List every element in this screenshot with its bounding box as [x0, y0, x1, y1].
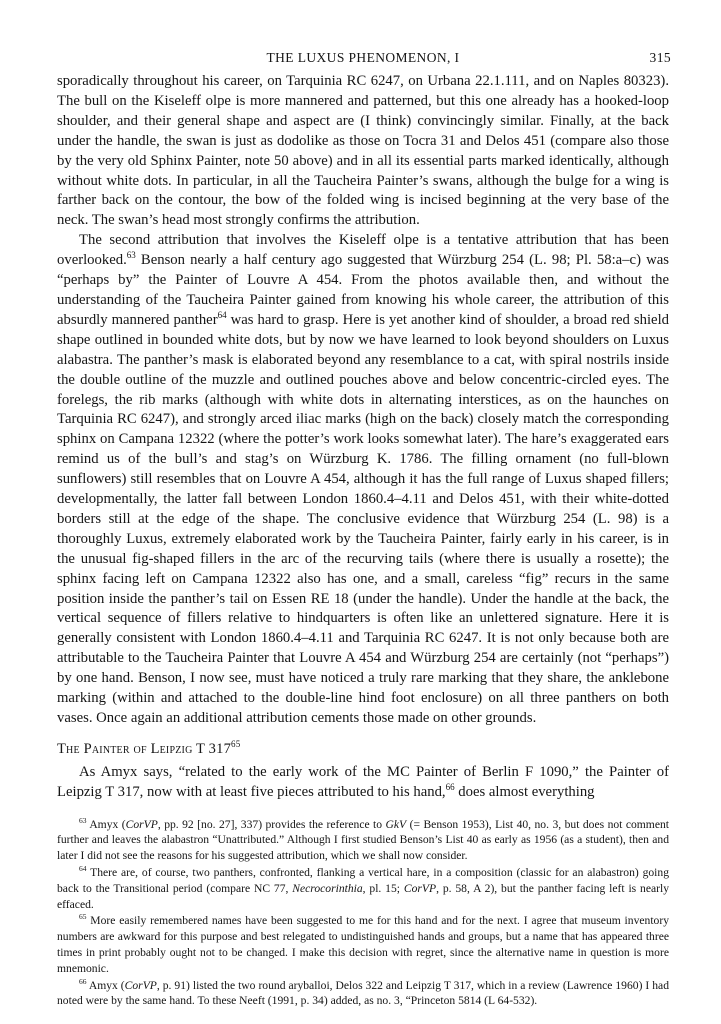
body-text [57, 72, 669, 803]
italic-title: CorVP [403, 881, 437, 895]
page-number: 315 [649, 50, 671, 65]
paragraph [57, 231, 669, 729]
section-heading [57, 740, 669, 760]
footnote-ref: 65 [231, 739, 241, 750]
footnote [57, 913, 669, 976]
footnote-number: 64 [79, 864, 87, 874]
footnotes [57, 817, 669, 1010]
text-run: , pp. 92 [no. 27], 337) provides the reference to [157, 817, 386, 831]
running-title: THE LUXUS PHENOMENON, I [266, 50, 460, 65]
text-run: , p. 91) listed the two round aryballoi, Delos 322 and Leipzig T 317, which in a review (Lawrence 1960) I had noted were by the same hand. To these Neeft (1991, p. 34) added, as no. 3, “Princeton 5814 (L 64-532). [57, 978, 669, 1008]
text-run: Benson nearly a half century ago suggested that Würzburg 254 (L. 98; Pl. 58:a–c) was “perhaps by” the Painter of Louvre A 454. From the photos available then, and without the understanding of the Taucheira Painter gained from knowing his whole career, the attribution of this absurdly mannered panther [57, 252, 669, 328]
section-heading-text: The Painter of Leipzig T 317 [57, 740, 232, 757]
text-run: , pl. 15; [362, 881, 404, 895]
italic-title: Necrocorinthia [292, 881, 363, 895]
footnote [57, 865, 669, 912]
footnote [57, 817, 669, 864]
text-run: Amyx ( [86, 978, 125, 992]
italic-title: CorVP [125, 817, 158, 831]
text-run: As Amyx says, “related to the early work of the MC Painter of Berlin F 1090,” the Painter of Leipzig T 317, now with at least five pieces attributed to his hand, [57, 763, 669, 800]
text-run: Amyx ( [86, 817, 126, 831]
italic-title: CorVP [124, 978, 157, 992]
footnote-ref: 66 [445, 781, 455, 792]
text-run: The second attribution that involves the Kiseleff olpe is a tentative attribution that has been overlooked. [57, 232, 669, 269]
footnote-ref: 63 [126, 250, 136, 261]
text-run: does almost everything [454, 783, 595, 800]
text-run: There are, of course, two panthers, confronted, flanking a vertical hare, in a composition (classic for an alabastron) going back to the Transitional period (compare NC 77, [57, 866, 669, 895]
footnote-number: 65 [79, 912, 87, 922]
paragraph [57, 763, 669, 803]
footnote [57, 978, 669, 1010]
italic-title: GkV [385, 817, 407, 831]
text-run: (= Benson 1953), List 40, no. 3, but does not comment further and leaves the alabastron “Unattributed.” Although I first studied Benson’s List 40 as early as 1956 (as a student), then and later I did not see the reasons for his suggested attribution, which we shall now consider. [57, 817, 669, 863]
text-run: sporadically throughout his career, on Tarquinia RC 6247, on Urbana 22.1.111, and on Naples 80323). The bull on the Kiseleff olpe is more mannered and patterned, but this one already has a hooked-loop shoulder, and their general shape and aspect are (I think) convincingly similar. Finally, at the back under the handle, the swan is just as dodolike as those on Tocra 31 and Delos 451 (compare also those by the very old Sphinx Painter, note 50 above) and in all its essential parts marked identically, although without white dots. In particular, in all the Taucheira Painter’s swans, although the bulge for a wing is farther back on the contour, the bow of the folded wing is incised beginning at the very base of the neck. The swan’s head most strongly confirms the attribution. [57, 73, 669, 229]
footnote-ref: 64 [217, 309, 227, 320]
running-head [57, 50, 669, 72]
text-run: , p. 58, A 2), but the panther facing left is nearly effaced. [57, 881, 670, 911]
text-run: was hard to grasp. Here is yet another kind of shoulder, a broad red shield shape outlined in bounded white dots, but by now we have learned to look beyond shoulders on Luxus alabastra. The panther’s mask is elaborated beyond any resemblance to a cat, with spiral nostrils inside the double outline of the muzzle and outlined pouches above and below concentric-circled eyes. The forelegs, the rib marks (although with white dots in alternating interstices, as on the haunches on Tarquinia RC 6247), and strongly arced iliac marks (high on the back) closely match the corresponding sphinx on Campana 12322 (where the potter’s work looks somewhat later). The hare’s exaggerated ears remind us of the bull’s and stag’s on Würzburg K. 1786. The filling ornament (no full-blown sunflowers) still resembles that on Louvre A 454, although it has the full range of Luxus shaped fillers; developmentally, the latter fall between London 1860.4–4.11 and Delos 451, with their white-dotted borders still at the edge of the shape. The conclusive evidence that Würzburg 254 (L. 98) is a thoroughly Luxus, extremely elaborated work by the Taucheira Painter, fairly early in his career, is in the unusual fig-shaped fillers in the arc of the recurving tails (where there is usually a rosette); the sphinx facing left on Campana 12322 also has one, and a small, careless “fig” recurs in the same position inside the panther’s tail on Essen RE 18 (under the handle). Under the handle at the back, the vertical sequence of fillers relative to hindquarters is often like an unlettered signature. Here it is generally consistent with London 1860.4–4.11 and Tarquinia RC 6247. It is not only because both are attributable to the Taucheira Painter that Louvre A 454 and Würzburg 254 are certainly (not “perhaps”) by one hand. Benson, I now see, must have noticed a truly rare marking that they share, the anklebone marking (within and attached to the double-line hind foot enclosure) on all three panthers on both vases. Once again an additional attribution cements those made on other grounds. [57, 311, 669, 726]
text-run: More easily remembered names have been suggested to me for this hand and for the next. I agree that museum inventory numbers are awkward for this purpose and best relegated to undistinguished hands and groups, but a name that has appeared three times in print probably ought not to be changed. I make this decision with regret, since the alternative name in question is more mnemonic. [57, 914, 669, 975]
footnote-number: 66 [79, 976, 87, 986]
footnote-number: 63 [79, 815, 87, 825]
paragraph [57, 72, 669, 231]
page [57, 50, 669, 1010]
